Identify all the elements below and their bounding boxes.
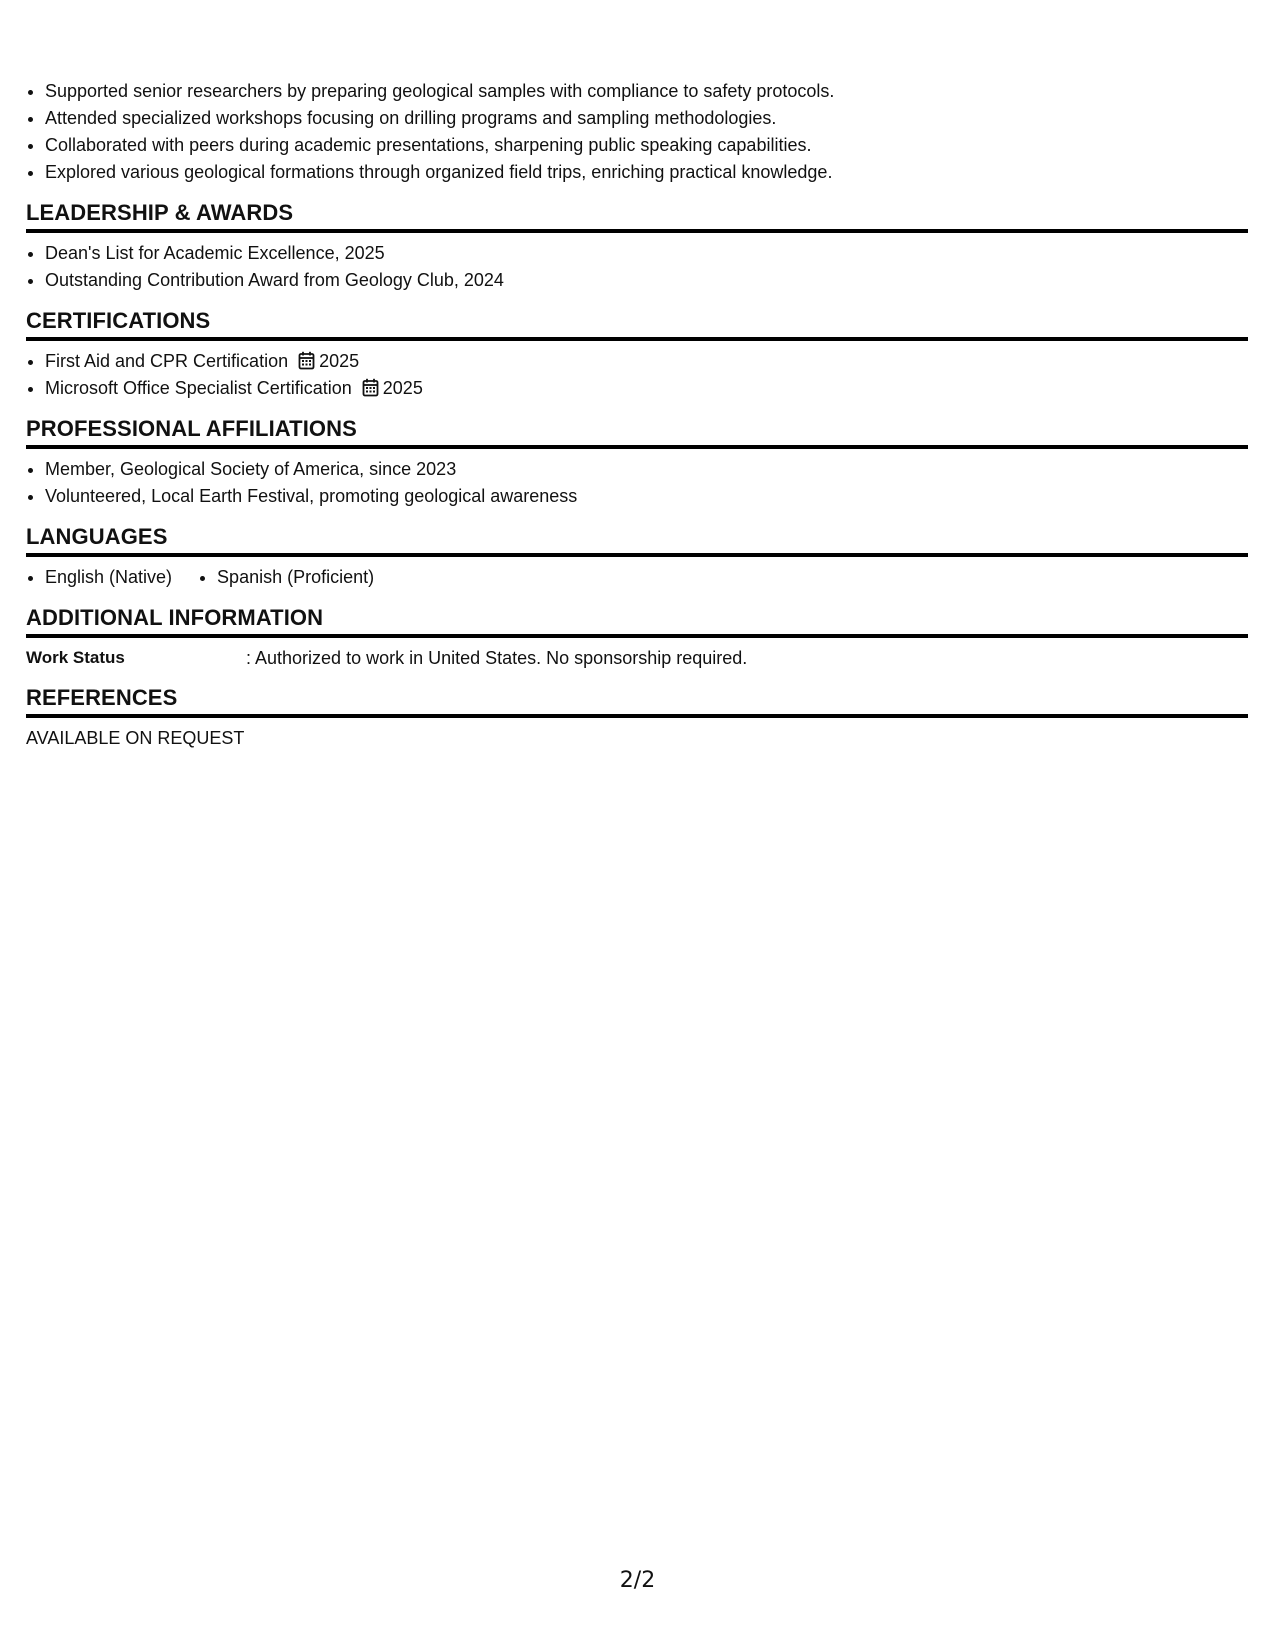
certification-item [45, 348, 1248, 375]
calendar-icon [298, 351, 315, 370]
resume-page [26, 78, 1248, 751]
certification-year: 2025 [319, 351, 360, 371]
affiliation-item: • Volunteered, Local Earth Festival, promoting geological awareness [45, 483, 1248, 510]
experience-bullet-list [26, 78, 1248, 186]
languages-section [26, 523, 1248, 591]
affiliations-section [26, 415, 1248, 510]
section-title-languages: LANGUAGES [26, 523, 1248, 557]
certification-name: Microsoft Office Specialist Certification [45, 378, 352, 398]
experience-bullet: • Collaborated with peers during academic presentations, sharpening public speaking capabilities. [45, 132, 1248, 159]
calendar-icon [362, 378, 379, 397]
leadership-item: • Outstanding Contribution Award from Geology Club, 2024 [45, 267, 1248, 294]
certification-year: 2025 [382, 378, 423, 398]
language-item: • Spanish (Proficient) [217, 564, 374, 591]
language-item: • English (Native) [45, 564, 172, 591]
affiliations-list [26, 456, 1248, 510]
languages-list [26, 564, 1248, 591]
certifications-list [26, 348, 1248, 402]
experience-bullet: • Attended specialized workshops focusing on drilling programs and sampling methodologies. [45, 105, 1248, 132]
work-status-row [26, 645, 1248, 671]
section-title-additional-info: ADDITIONAL INFORMATION [26, 604, 1248, 638]
section-title-references: REFERENCES [26, 684, 1248, 718]
certifications-section [26, 307, 1248, 402]
affiliation-item: • Member, Geological Society of America, since 2023 [45, 456, 1248, 483]
work-status-value: : Authorized to work in United States. No sponsorship required. [246, 648, 748, 668]
leadership-section [26, 199, 1248, 294]
leadership-item: • Dean's List for Academic Excellence, 2025 [45, 240, 1248, 267]
section-title-leadership: LEADERSHIP & AWARDS [26, 199, 1248, 233]
references-text: AVAILABLE ON REQUEST [26, 728, 245, 748]
leadership-list [26, 240, 1248, 294]
experience-bullet: • Explored various geological formations through organized field trips, enriching practical knowledge. [45, 159, 1248, 186]
work-status-label: Work Status [26, 648, 125, 667]
section-title-certifications: CERTIFICATIONS [26, 307, 1248, 341]
certification-name: First Aid and CPR Certification [45, 351, 289, 371]
certification-item [45, 375, 1248, 402]
section-title-affiliations: PROFESSIONAL AFFILIATIONS [26, 415, 1248, 449]
experience-bullet: • Supported senior researchers by preparing geological samples with compliance to safety protocols. [45, 78, 1248, 105]
page-number: 2/2 [619, 1568, 656, 1593]
references-section [26, 684, 1248, 751]
additional-info-section [26, 604, 1248, 671]
